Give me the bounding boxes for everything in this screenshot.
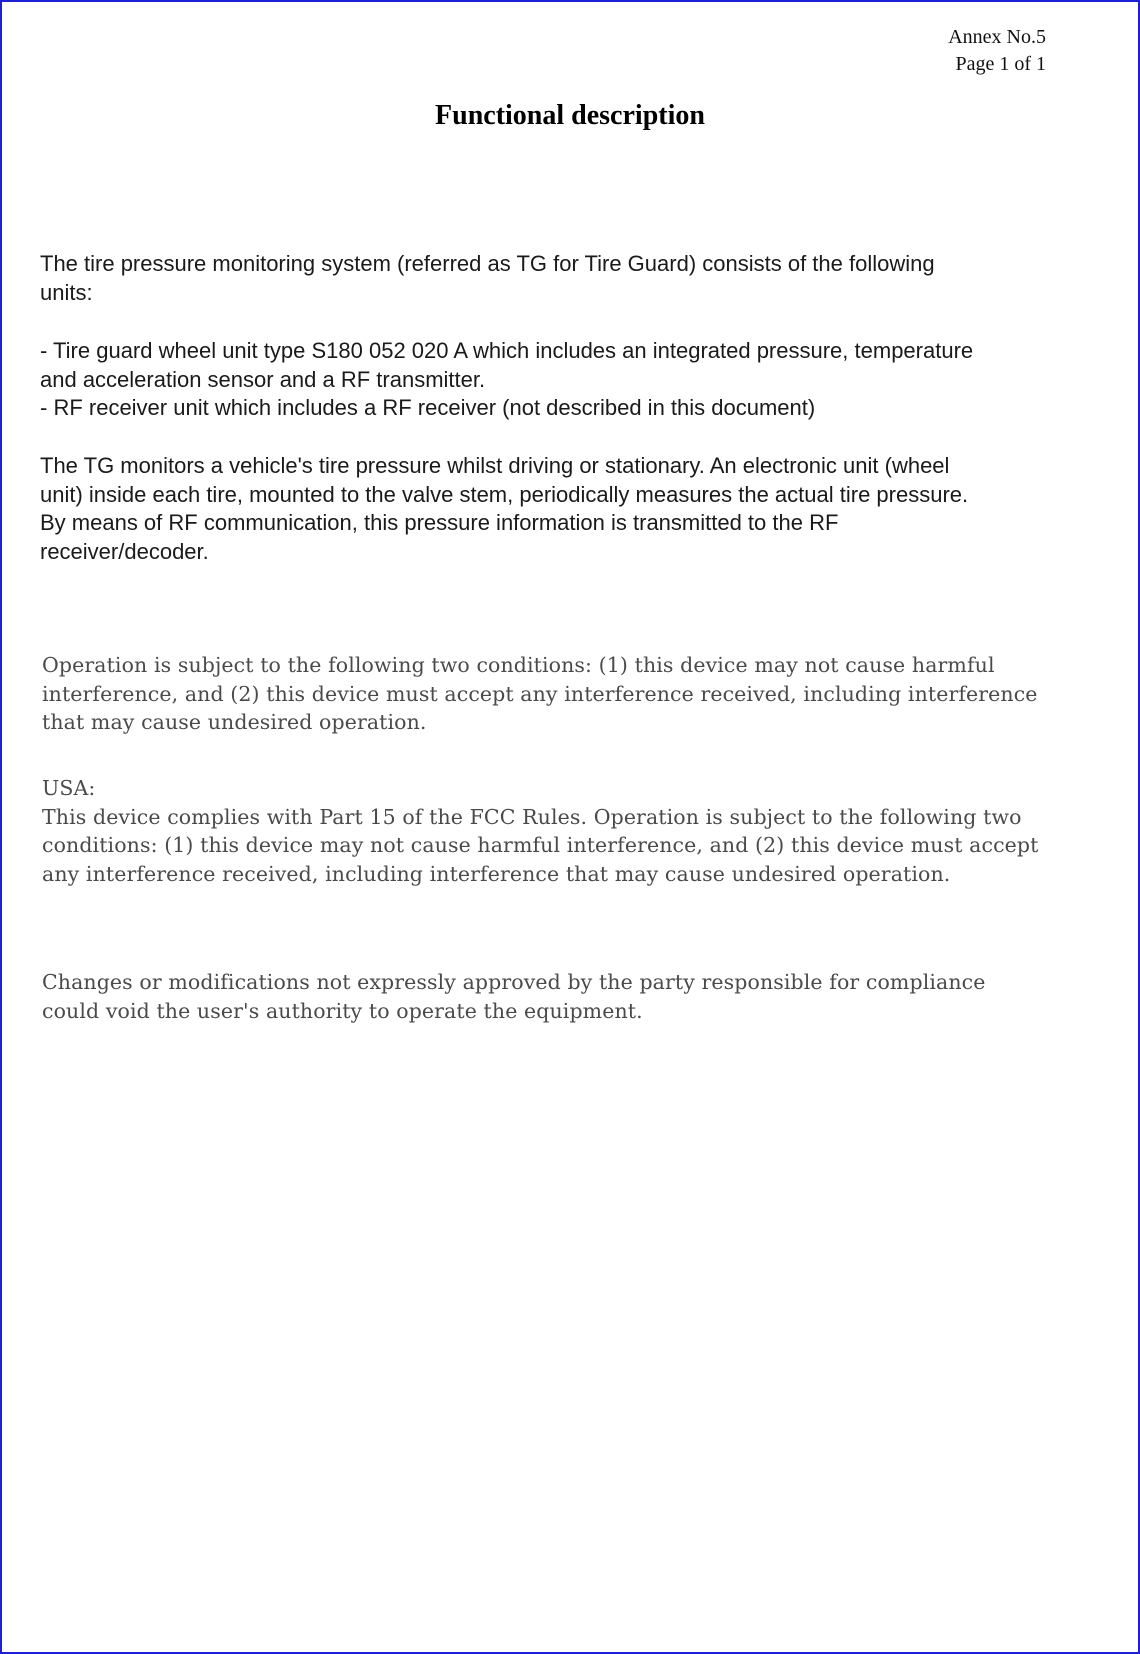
list-item: and acceleration sensor and a RF transmitter.: [40, 366, 486, 392]
monitoring-line: receiver/decoder.: [40, 538, 209, 564]
operation-line: interference, and (2) this device must accept any interference received, including interference: [42, 681, 1038, 706]
intro-paragraph: [40, 250, 1110, 307]
monitoring-line: unit) inside each tire, mounted to the valve stem, periodically measures the actual tire pressure.: [40, 481, 969, 507]
usa-line: This device complies with Part 15 of the FCC Rules. Operation is subject to the following two: [42, 804, 1022, 829]
usa-line: conditions: (1) this device may not cause harmful interference, and (2) this device must accept: [42, 833, 1039, 857]
monitoring-line: By means of RF communication, this pressure information is transmitted to the RF: [40, 510, 839, 535]
operation-paragraph: [42, 651, 1112, 737]
changes-line: Changes or modifications not expressly approved by the party responsible for compliance: [42, 970, 986, 994]
usa-heading: USA:: [42, 776, 96, 800]
page-number: Page 1 of 1: [955, 53, 1046, 75]
annex-header: [948, 24, 1046, 78]
operation-line: Operation is subject to the following two conditions: (1) this device may not cause harmful: [42, 653, 995, 677]
intro-line: units:: [40, 279, 93, 305]
changes-line: could void the user's authority to operate the equipment.: [42, 998, 643, 1023]
list-item: - Tire guard wheel unit type S180 052 020 A which includes an integrated pressure, temperature: [40, 338, 974, 363]
units-list: [40, 337, 1110, 423]
monitoring-line: The TG monitors a vehicle's tire pressure whilst driving or stationary. An electronic unit (wheel: [40, 453, 950, 478]
annex-number: Annex No.5: [948, 26, 1046, 48]
operation-line: that may cause undesired operation.: [42, 710, 427, 734]
monitoring-paragraph: [40, 452, 1110, 566]
document-title: Functional description: [435, 100, 705, 131]
usa-line: any interference received, including interference that may cause undesired operation.: [42, 861, 951, 886]
list-item: - RF receiver unit which includes a RF receiver (not described in this document): [40, 395, 816, 420]
usa-section: [42, 774, 1112, 888]
changes-paragraph: [42, 968, 1112, 1025]
intro-line: The tire pressure monitoring system (referred as TG for Tire Guard) consists of the following: [40, 251, 935, 276]
